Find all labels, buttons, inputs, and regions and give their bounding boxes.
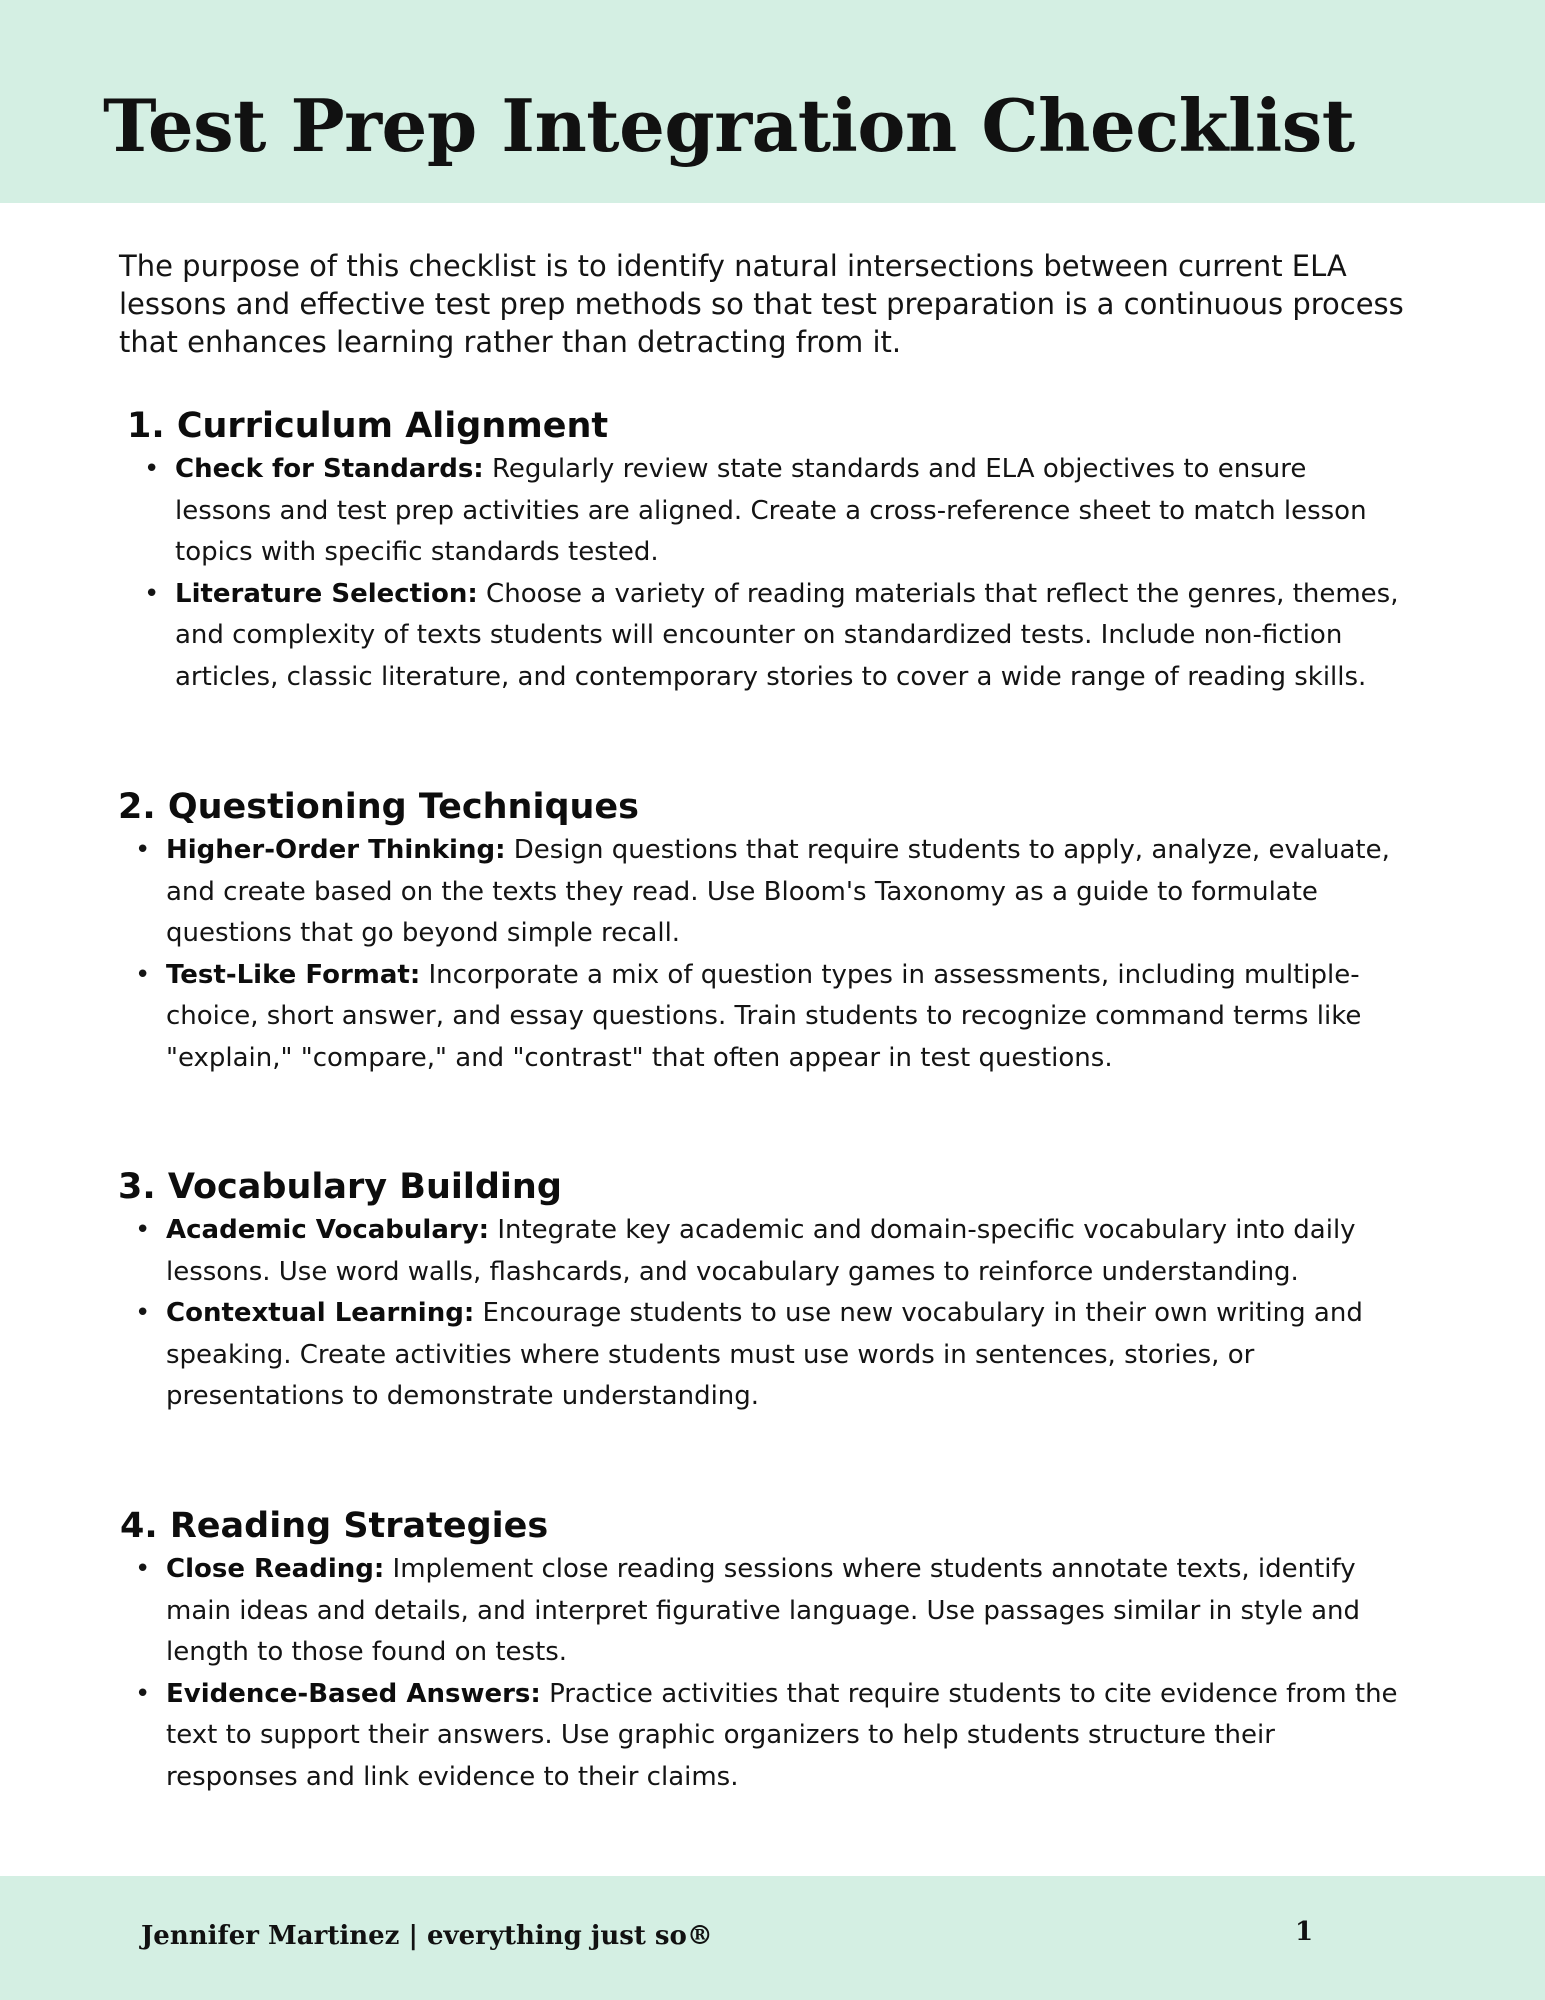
bullet-icon: • [135,1215,151,1245]
section-heading: 1. Curriculum Alignment [127,406,609,446]
page-number: 1 [1295,1917,1314,1947]
item-text: Implement close reading sessions where students annotate texts, identify main ideas and details, and interpret figurative language. Use passages similar in style and length to those found on tests. [166,1554,1361,1668]
bullet-icon: • [144,454,160,484]
item-text: Incorporate a mix of question types in assessments, including multiple-choice, short answer, and essay questions. Train students to recognize command terms like "explain," "compare," and "contrast" that often appear in test questions. [166,959,1362,1073]
page-title: Test Prep Integration Checklist [103,83,1355,168]
item-term: Test-Like Format: [166,959,421,990]
checklist [135,1210,1400,1418]
intro-paragraph: The purpose of this checklist is to identify natural intersections between current ELA lessons and effective test prep methods so that test preparation is a continuous process that enhances learning rather than detracting from it. [119,249,1404,359]
checklist-item [135,1210,1400,1293]
checklist-item [135,1293,1400,1418]
item-term: Contextual Learning: [166,1298,475,1329]
checklist-item [144,449,1400,574]
item-term: Close Reading: [166,1554,385,1584]
checklist-item [135,1549,1400,1674]
bullet-icon: • [135,959,151,990]
item-term: Literature Selection: [175,578,478,609]
item-term: Academic Vocabulary: [166,1215,490,1245]
item-text: Choose a variety of reading materials that reflect the genres, themes, and complexity of texts students will encounter on standardized tests. Include non-fiction articles, classic literature, and contemporary stories to cover a wide range of reading skills. [175,578,1399,692]
bullet-icon: • [144,578,160,609]
section-heading: 2. Questioning Techniques [118,787,640,827]
checklist-item [135,1674,1400,1799]
checklist [144,449,1400,699]
item-text: Regularly review state standards and ELA objectives to ensure lessons and test prep activities are aligned. Create a cross-reference sheet to match lesson topics with specific standards tested. [175,454,1367,568]
bullet-icon: • [135,1298,151,1329]
item-text: Encourage students to use new vocabulary in their own writing and speaking. Create activities where students must use words in sentences, stories, or presentations to demonstrate understanding. [166,1298,1363,1412]
item-term: Higher-Order Thinking: [166,835,506,865]
bullet-icon: • [135,1678,151,1709]
checklist-item [135,955,1400,1080]
item-text: Design questions that require students to apply, analyze, evaluate, and create based on the texts they read. Use Bloom's Taxonomy as a guide to formulate questions that go beyond simple recall. [166,835,1390,949]
bullet-icon: • [135,835,151,865]
section-heading: 4. Reading Strategies [120,1506,549,1546]
item-term: Check for Standards: [175,454,484,484]
section-heading: 3. Vocabulary Building [118,1167,562,1207]
checklist-item [135,830,1400,955]
checklist-item [144,574,1400,699]
footer-credit: Jennifer Martinez | everything just so® [141,1921,713,1951]
item-text: Integrate key academic and domain-specific vocabulary into daily lessons. Use word walls, flashcards, and vocabulary games to reinforce understanding. [166,1215,1356,1287]
checklist [135,1549,1400,1799]
item-text: Practice activities that require students to cite evidence from the text to support their answers. Use graphic organizers to help students structure their responses and link evidence to their claims. [166,1678,1398,1792]
item-term: Evidence-Based Answers: [166,1678,541,1709]
checklist [135,830,1400,1080]
bullet-icon: • [135,1554,151,1584]
